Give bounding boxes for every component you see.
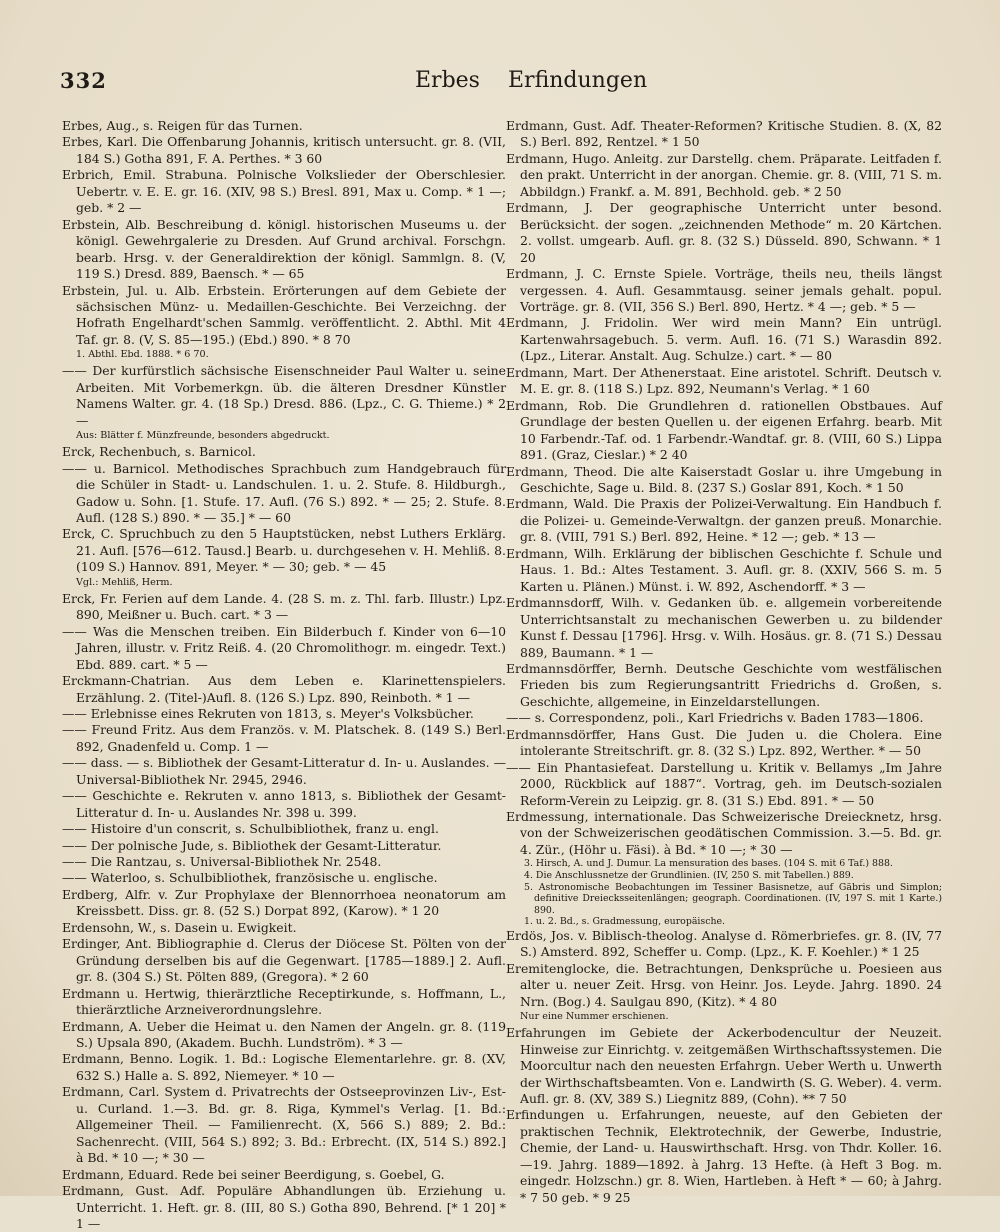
- bibliography-entry: Erfahrungen im Gebiete der Ackerbodencultur der Neuzeit. Hinweise zur Einrichtg. v. zeitgemäßen Wirthschaftssystemen. Die Moorcultur nach den neuesten Erfahrgn. Ueber Werth u. Unwerth der Wirthschaftsbeamten. Von e. Landwirth (S. G. Weber). 4. verm. Aufl. gr. 8. (XV, 389 S.) Liegnitz 889, (Cohn). ** 7 50: [506, 1025, 942, 1107]
- bibliography-entry: Erck, Fr. Ferien auf dem Lande. 4. (28 S. m. z. Thl. farb. Illustr.) Lpz. 890, Meißner u. Buch. cart. * 3 —: [62, 590, 506, 623]
- bibliography-entry: Erbstein, Alb. Beschreibung d. königl. historischen Museums u. der königl. Gewehrgalerie zu Dresden. Auf Grund archival. Forschgn. bearb. Hrsg. v. der Generaldirektion der königl. Sammlgn. 8. (V, 119 S.) Dresd. 889, Baensch. * — 65: [62, 216, 506, 282]
- bibliography-entry: Erdmessung, internationale. Das Schweizerische Dreiecknetz, hrsg. von der Schweizerischen geodätischen Commission. 3.—5. Bd. gr. 4. Zür., (Höhr u. Fäsi). à Bd. * 10 —; * 30 —: [506, 809, 942, 857]
- bibliography-entry: Erckmann-Chatrian. Aus dem Leben e. Klarinettenspielers. Erzählung. 2. (Titel-)Aufl. 8. (126 S.) Lpz. 890, Reinboth. * 1 —: [62, 673, 506, 705]
- bibliography-entry: Erdmann u. Hertwig, thierärztliche Receptirkunde, s. Hoffmann, L., thierärztliche Arzneiverordnungslehre.: [62, 985, 506, 1018]
- left-column: [62, 118, 506, 1232]
- volume-note: 1. u. 2. Bd., s. Gradmessung, europäische.: [524, 916, 726, 928]
- bibliography-entry: Erdmann, Benno. Logik. 1. Bd.: Logische Elementarlehre. gr. 8. (XV, 632 S.) Halle a. S. 892, Niemeyer. * 10 —: [62, 1051, 506, 1083]
- bibliography-entry: Erdmann, Mart. Der Athenerstaat. Eine aristotel. Schrift. Deutsch v. M. E. gr. 8. (118 S.) Lpz. 892, Neumann's Verlag. * 1 60: [506, 364, 942, 397]
- bibliography-entry: —— Waterloo, s. Schulbibliothek, französische u. englische.: [62, 870, 438, 886]
- bibliography-entry: —— Was die Menschen treiben. Ein Bilderbuch f. Kinder von 6—10 Jahren, illustr. v. Fritz Reiß. 4. (20 Chromolithogr. m. eingedr. Text.) Ebd. 889. cart. * 5 —: [62, 623, 506, 672]
- bibliography-entry: —— Erlebnisse eines Rekruten von 1813, s. Meyer's Volksbücher.: [62, 705, 474, 721]
- bibliography-entry: Erdberg, Alfr. v. Zur Prophylaxe der Blennorrhoea neonatorum am Kreissbett. Diss. gr. 8. (52 S.) Dorpat 892, (Karow). * 1 20: [62, 886, 506, 919]
- bibliography-entry: Erdensohn, W., s. Dasein u. Ewigkeit.: [62, 919, 297, 935]
- bibliography-entry: Erdmann, A. Ueber die Heimat u. den Namen der Angeln. gr. 8. (119 S.) Upsala 890, (Akadem. Buchh. Lundström). * 3 —: [62, 1018, 506, 1051]
- bibliographic-note: Aus: Blätter f. Münzfreunde, besonders abgedruckt.: [76, 430, 330, 442]
- bibliography-entry: Erdmann, Theod. Die alte Kaiserstadt Goslar u. ihre Umgebung in Geschichte, Sage u. Bild. 8. (237 S.) Goslar 891, Koch. * 1 50: [506, 463, 942, 495]
- bibliography-entry: Eremitenglocke, die. Betrachtungen, Denksprüche u. Poesieen aus alter u. neuer Zeit. Hrsg. von Heinr. Jos. Leyde. Jahrg. 1890. 24 Nrn. (Bog.) 4. Saulgau 890, (Kitz). * 4 80: [506, 960, 942, 1009]
- bibliography-entry: Erbrich, Emil. Strabuna. Polnische Volkslieder der Oberschlesier. Uebertr. v. E. E. gr. 16. (XIV, 98 S.) Bresl. 891, Max u. Comp. * 1 —; geb. * 2 —: [62, 167, 506, 216]
- bibliography-entry: —— Der polnische Jude, s. Bibliothek der Gesamt-Litteratur.: [62, 837, 442, 853]
- bibliographic-note: Nur eine Nummer erschienen.: [520, 1011, 669, 1023]
- bibliography-entry: Erbes, Karl. Die Offenbarung Johannis, kritisch untersucht. gr. 8. (VII, 184 S.) Gotha 891, F. A. Perthes. * 3 60: [62, 134, 506, 166]
- bibliography-entry: Erdmann, Gust. Adf. Populäre Abhandlungen üb. Erziehung u. Unterricht. 1. Heft. gr. 8. (III, 80 S.) Gotha 890, Behrend. [* 1 20] * 1 —: [62, 1183, 506, 1231]
- bibliography-entry: Erdmann, Gust. Adf. Theater-Reformen? Kritische Studien. 8. (X, 82 S.) Berl. 892, Rentzel. * 1 50: [506, 118, 942, 150]
- bibliography-entry: Erdmannsdorff, Wilh. v. Gedanken üb. e. allgemein vorbereitende Unterrichtsanstalt zu mechanischen Gewerben u. zu bildender Kunst f. Dessau [1796]. Hrsg. v. Wilh. Hosäus. gr. 8. (71 S.) Dessau 889, Baumann. * 1 —: [506, 595, 942, 660]
- bibliography-entry: Erdmann, Eduard. Rede bei seiner Beerdigung, s. Goebel, G.: [62, 1166, 445, 1182]
- bibliography-entry: —— Histoire d'un conscrit, s. Schulbibliothek, franz u. engl.: [62, 821, 439, 837]
- volume-note: 5. Astronomische Beobachtungen im Tessiner Basisnetze, auf Gäbris und Simplon; definitive Dreiecksseitenlängen; geograph. Coordinationen. (IV, 197 S. mit 1 Karte.) 890.: [524, 881, 942, 916]
- bibliography-entry: Erck, C. Spruchbuch zu den 5 Hauptstücken, nebst Luthers Erklärg. 21. Aufl. [576—612. Tausd.] Bearb. u. durchgesehen v. H. Mehliß. 8. (109 S.) Hannov. 891, Meyer. * — 30; geb. * — 45: [62, 526, 506, 575]
- bibliography-entry: —— Ein Phantasiefeat. Darstellung u. Kritik v. Bellamys „Im Jahre 2000, Rückblick auf 1887“. Vortrag, geh. im Deutsch-sozialen Reform-Verein zu Leipzig. gr. 8. (31 S.) Ebd. 891. * — 50: [506, 759, 942, 808]
- bibliographic-note: 1. Abthl. Ebd. 1888. * 6 70.: [76, 349, 209, 361]
- bibliography-entry: Erdös, Jos. v. Biblisch-theolog. Analyse d. Römerbriefes. gr. 8. (IV, 77 S.) Amsterd. 892, Scheffer u. Comp. (Lpz., K. F. Koehler.) * 1 25: [506, 927, 942, 960]
- bibliography-entry: Erdmann, Rob. Die Grundlehren d. rationellen Obstbaues. Auf Grundlage der besten Quellen u. der eigenen Erfahrg. bearb. Mit 10 Farbendr.-Taf. od. 1 Farbendr.-Wandtaf. gr. 8. (VIII, 60 S.) Lippa 891. (Graz, Cieslar.) * 2 40: [506, 397, 942, 463]
- bibliography-entry: —— s. Correspondenz, poli., Karl Friedrichs v. Baden 1783—1806.: [506, 710, 924, 726]
- bibliography-entry: Erdmannsdörffer, Bernh. Deutsche Geschichte vom westfälischen Frieden bis zum Regierungsantritt Friedrichs d. Großen, s. Geschichte, allgemeine, in Einzeldarstellungen.: [506, 660, 942, 709]
- bibliography-entry: Erdmann, J. C. Ernste Spiele. Vorträge, theils neu, theils längst vergessen. 4. Aufl. Gesammtausg. seiner jemals gehalt. popul. Vorträge. gr. 8. (VII, 356 S.) Berl. 890, Hertz. * 4 —; geb. * 5 —: [506, 266, 942, 314]
- volume-note: 3. Hirsch, A. und J. Dumur. La mensuration des bases. (104 S. mit 6 Taf.) 888.: [524, 858, 893, 870]
- bibliography-entry: —— Der kurfürstlich sächsische Eisenschneider Paul Walter u. seine Arbeiten. Mit Vorbemerkgn. üb. die älteren Dresdner Künstler Namens Walter. gr. 4. (18 Sp.) Dresd. 886. (Lpz., C. G. Thieme.) * 2 —: [62, 363, 506, 428]
- bibliography-entry: Erdmann, Wilh. Erklärung der biblischen Geschichte f. Schule und Haus. 1. Bd.: Altes Testament. 3. Aufl. gr. 8. (XXIV, 566 S. m. 5 Karten u. Plänen.) Münst. i. W. 892, Aschendorff. * 3 —: [506, 545, 942, 594]
- bibliography-entry: —— Geschichte e. Rekruten v. anno 1813, s. Bibliothek der Gesamt-Litteratur d. In- u. Auslandes Nr. 398 u. 399.: [62, 788, 506, 820]
- running-head-right-word: Erfindungen: [508, 68, 648, 93]
- bibliography-entry: Erdmann, Hugo. Anleitg. zur Darstellg. chem. Präparate. Leitfaden f. den prakt. Unterricht in der anorgan. Chemie. gr. 8. (VIII, 71 S. m. Abbildgn.) Frankf. a. M. 891, Bechhold. geb. * 2 50: [506, 150, 942, 199]
- bibliography-entry: Erbes, Aug., s. Reigen für das Turnen.: [62, 118, 303, 133]
- bibliography-entry: Erck, Rechenbuch, s. Barnicol.: [62, 444, 256, 460]
- bibliography-entry: Erbstein, Jul. u. Alb. Erbstein. Erörterungen auf dem Gebiete der sächsischen Münz- u. Medaillen-Geschichte. Bei Verzeichng. der Hofrath Engelhardt'schen Sammlg. veröffentlicht. 2. Abthl. Mit 4 Taf. gr. 8. (V, S. 85—195.) (Ebd.) 890. * 8 70: [62, 282, 506, 347]
- bibliography-entry: Erdmann, J. Der geographische Unterricht unter besond. Berücksicht. der sogen. „zeichnenden Methode“ m. 20 Kärtchen. 2. vollst. umgearb. Aufl. gr. 8. (32 S.) Düsseld. 890, Schwann. * 1 20: [506, 200, 942, 265]
- bibliography-entry: —— dass. — s. Bibliothek der Gesamt-Litteratur d. In- u. Auslandes. — Universal-Bibliothek Nr. 2945, 2946.: [62, 755, 506, 787]
- bibliography-entry: Erdmann, J. Fridolin. Wer wird mein Mann? Ein untrügl. Kartenwahrsagebuch. 5. verm. Aufl. 16. (71 S.) Warasdin 892. (Lpz., Literar. Anstalt. Aug. Schulze.) cart. * — 80: [506, 315, 942, 364]
- volume-note: 4. Die Anschlussnetze der Grundlinien. (IV, 250 S. mit Tabellen.) 889.: [524, 869, 854, 881]
- bibliography-entry: —— u. Barnicol. Methodisches Sprachbuch zum Handgebrauch für die Schüler in Stadt- u. Landschulen. 1. u. 2. Stufe. 8. Hildburgh., Gadow u. Sohn. [1. Stufe. 17. Aufl. (76 S.) 892. * — 25; 2. Stufe. 8. Aufl. (128 S.) 890. * — 35.] * — 60: [62, 460, 506, 525]
- bibliography-entry: Erdinger, Ant. Bibliographie d. Clerus der Diöcese St. Pölten von der Gründung derselben bis auf die Gegenwart. [1785—1889.] 2. Aufl. gr. 8. (304 S.) St. Pölten 889, (Gregora). * 2 60: [62, 936, 506, 985]
- bibliographic-note: Vgl.: Mehliß, Herm.: [76, 576, 173, 588]
- bibliography-entry: Erdmann, Wald. Die Praxis der Polizei-Verwaltung. Ein Handbuch f. die Polizei- u. Gemeinde-Verwaltgn. der ganzen preuß. Monarchie. gr. 8. (VIII, 791 S.) Berl. 892, Heine. * 12 —; geb. * 13 —: [506, 496, 942, 545]
- page-number: 332: [60, 68, 107, 93]
- bibliography-entry: —— Die Rantzau, s. Universal-Bibliothek Nr. 2548.: [62, 854, 382, 870]
- bibliography-entry: Erfindungen u. Erfahrungen, neueste, auf den Gebieten der praktischen Technik, Elektrotechnik, der Gewerbe, Industrie, Chemie, der Land- u. Hauswirthschaft. Hrsg. von Thdr. Koller. 16.—19. Jahrg. 1889—1892. à Jahrg. 13 Hefte. (à Heft 3 Bog. m. eingedr. Holzschn.) gr. 8. Wien, Hartleben. à Heft * — 60; à Jahrg. * 7 50 geb. * 9 25: [506, 1107, 942, 1205]
- bibliography-entry: —— Freund Fritz. Aus dem Französ. v. M. Platschek. 8. (149 S.) Berl. 892, Gnadenfeld u. Comp. 1 —: [62, 722, 506, 754]
- running-head-left-word: Erbes: [415, 68, 480, 93]
- bibliography-entry: Erdmannsdörffer, Hans Gust. Die Juden u. die Cholera. Eine intolerante Streitschrift. gr. 8. (32 S.) Lpz. 892, Werther. * — 50: [506, 726, 942, 759]
- running-head: [60, 68, 940, 104]
- bibliography-entry: Erdmann, Carl. System d. Privatrechts der Ostseeprovinzen Liv-, Est- u. Curland. 1.—3. Bd. gr. 8. Riga, Kymmel's Verlag. [1. Bd.: Allgemeiner Theil. — Familienrecht. (X, 566 S.) 889; 2. Bd.: Sachenrecht. (VIII, 564 S.) 892; 3. Bd.: Erbrecht. (IX, 514 S.) 892.] à Bd. * 10 —; * 30 —: [62, 1084, 506, 1166]
- right-column: [506, 118, 942, 1206]
